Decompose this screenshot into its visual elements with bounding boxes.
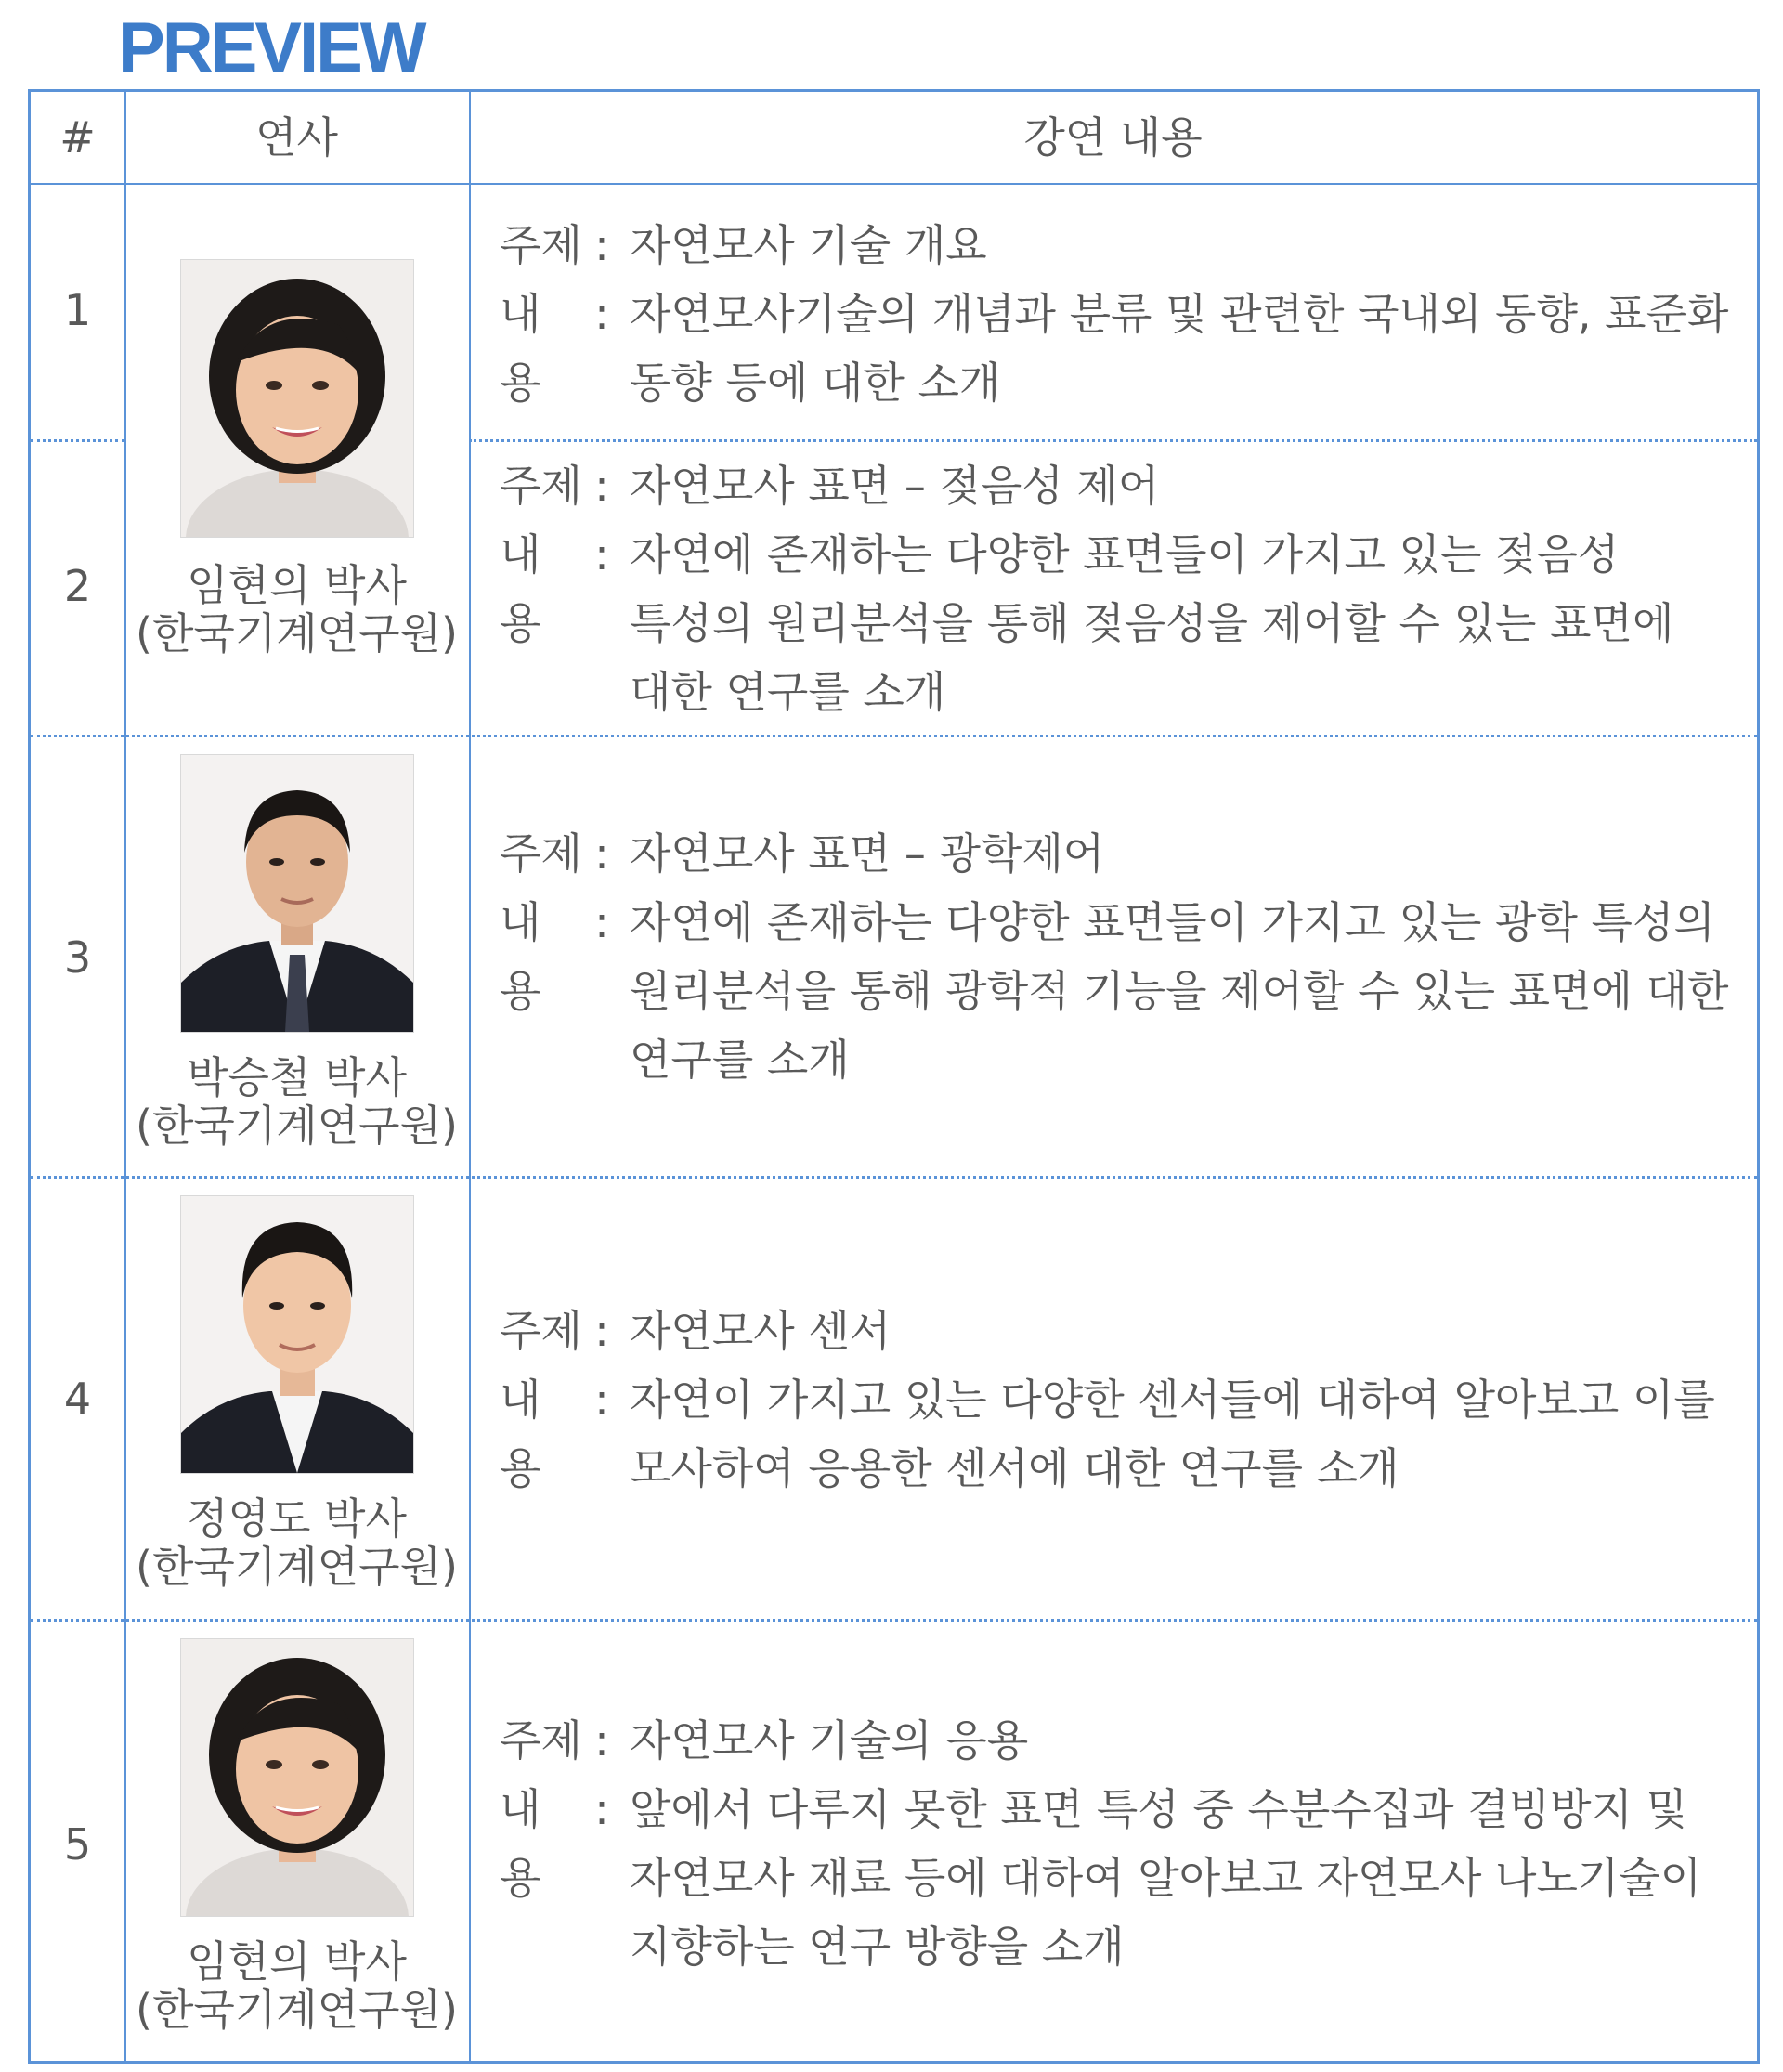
talk-content-line: 지향하는 연구 방향을 소개 [630,1922,1125,1972]
topic-label: 주제 [500,1306,582,1356]
talk-topic: 자연모사 기술 개요 [630,220,987,270]
content-line [500,520,1735,726]
row-number: 2 [63,561,92,611]
content-label: 내용 [500,1784,541,1903]
row-number: 5 [63,1819,92,1870]
talk-topic: 자연모사 표면 – 젖음성 제어 [630,461,1160,511]
talk-content-line: 연구를 소개 [630,1035,850,1085]
person-female-icon [181,260,413,537]
talk-content-line: 특성의 원리분석을 통해 젖음성을 제어할 수 있는 표면에 [630,598,1674,648]
content-line [500,1365,1735,1503]
colon: : [594,289,609,339]
content-label: 내용 [500,1375,541,1493]
row-number: 1 [63,285,92,335]
topic-label: 주제 [500,220,582,270]
row-number: 3 [63,932,92,983]
colon: : [594,828,609,879]
talk-content-line: 앞에서 다루지 못한 표면 특성 중 수분수집과 결빙방지 및 [630,1784,1688,1834]
speaker-name: 정영도 박사 [187,1493,407,1544]
talk-content-line: 자연모사 재료 등에 대하여 알아보고 자연모사 나노기술이 [630,1853,1702,1903]
row-divider [469,439,1757,442]
talk-content-line: 자연에 존재하는 다양한 표면들이 가지고 있는 젖음성 [630,529,1620,580]
speaker-affiliation: (한국기계연구원) [136,608,458,658]
header-content: 강연 내용 [1023,112,1203,163]
topic-label: 주제 [500,828,582,879]
colon: : [594,1715,609,1766]
colon: : [594,1306,609,1356]
header-speaker: 연사 [255,112,338,163]
talk-topic: 자연모사 센서 [630,1306,892,1356]
row-divider [31,439,124,442]
lecture-table [28,89,1760,2064]
row-divider [31,1619,1757,1622]
speaker-photo [180,259,414,538]
row-divider [31,735,1757,737]
topic-line [500,1297,1735,1365]
topic-line [500,1706,1735,1775]
talk-content-line: 원리분석을 통해 광학적 기능을 제어할 수 있는 표면에 대한 [630,966,1729,1016]
talk-content-line: 동향 등에 대한 소개 [630,358,1001,408]
row-number: 4 [63,1374,92,1424]
speaker-photo [180,1638,414,1917]
row-divider [31,1176,1757,1179]
speaker-name: 박승철 박사 [187,1052,407,1102]
person-male-icon [181,755,413,1032]
speaker-photo [180,754,414,1033]
content-line [500,888,1735,1094]
topic-line [500,211,1735,280]
speaker-caption [124,1053,469,1150]
content-label: 내용 [500,897,541,1016]
header-num: # [59,112,96,163]
talk-content-line: 자연모사기술의 개념과 분류 및 관련한 국내외 동향, 표준화 [630,289,1729,339]
colon: : [594,1784,609,1834]
colon: : [594,529,609,580]
speaker-caption [124,1494,469,1591]
colon: : [594,1375,609,1425]
content-label: 내용 [500,289,541,408]
column-divider [469,92,471,2061]
talk-block [500,451,1735,726]
speaker-name: 임현의 박사 [187,560,407,610]
talk-content-line: 대한 연구를 소개 [630,667,946,717]
colon: : [594,220,609,270]
talk-block [500,1706,1735,1981]
speaker-caption [124,1937,469,2034]
talk-block [500,1297,1735,1503]
colon: : [594,897,609,947]
talk-topic: 자연모사 표면 – 광학제어 [630,828,1105,879]
speaker-name: 임현의 박사 [187,1936,407,1987]
topic-line [500,819,1735,888]
person-male-icon [181,1196,413,1473]
talk-content-line: 모사하여 응용한 센서에 대한 연구를 소개 [630,1443,1399,1493]
topic-label: 주제 [500,1715,582,1766]
header-divider [31,183,1757,185]
speaker-affiliation: (한국기계연구원) [136,1985,458,2035]
talk-block [500,211,1735,417]
talk-content-line: 자연이 가지고 있는 다양한 센서들에 대하여 알아보고 이를 [630,1375,1715,1425]
person-female-icon [181,1639,413,1916]
speaker-photo [180,1195,414,1474]
talk-block [500,819,1735,1094]
speaker-affiliation: (한국기계연구원) [136,1542,458,1592]
talk-topic: 자연모사 기술의 응용 [630,1715,1029,1766]
content-line [500,1775,1735,1981]
topic-label: 주제 [500,461,582,511]
content-line [500,280,1735,417]
speaker-caption [124,561,469,658]
page-title: PREVIEW [118,8,424,87]
content-label: 내용 [500,529,541,648]
colon: : [594,461,609,511]
speaker-affiliation: (한국기계연구원) [136,1101,458,1151]
talk-content-line: 자연에 존재하는 다양한 표면들이 가지고 있는 광학 특성의 [630,897,1715,947]
topic-line [500,451,1735,520]
